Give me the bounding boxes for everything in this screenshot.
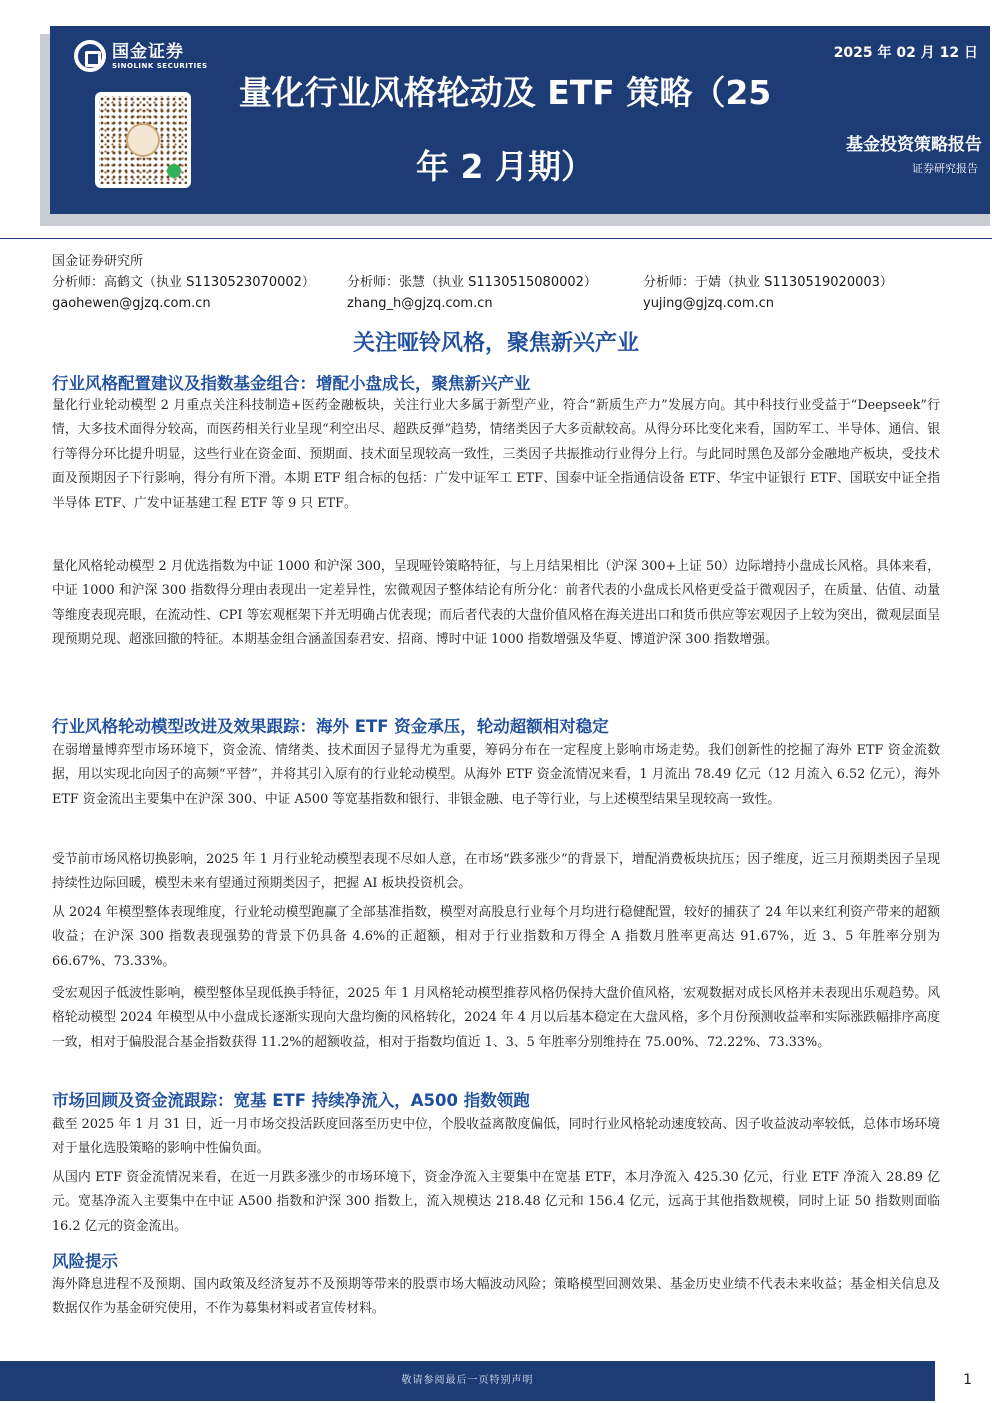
- paragraph: 量化行业轮动模型 2 月重点关注科技制造+医药金融板块，关注行业大多属于新型产业，符合“新质生产力”发展方向。其中科技行业受益于“Deepseek”行情，大多技术面得分较高，而医药相关行业呈现“利空出尽、超跌反弹”趋势，情绪类因子大多贡献较高。从得分环比变化来看，国防军工、半导体、通信、银行等得分环比提升明显，这些行业在资金面、预期面、技术面呈现较高一致性，三类因子共振推动行业得分上行。与此同时黑色及部分金融地产板块，受技术面及预期因子下行影响，得分有所下滑。本期 ETF 组合标的包括：广发中证军工 ETF、国泰中证全指通信设备 ETF、华宝中证银行 ETF、国联安中证全指半导体 ETF、广发中证基建工程 ETF 等 9 只 ETF。: [52, 398, 940, 511]
- analyst-name: 分析师：高鹤文（执业 S1130523070002）: [52, 275, 315, 290]
- institution: 国金证券研究所: [52, 254, 144, 269]
- wechat-icon: [167, 164, 181, 178]
- paragraph: 受节前市场风格切换影响，2025 年 1 月行业轮动模型表现不尽如人意，在市场“跌多涨少”的背景下，增配消费板块抗压；因子维度，近三月预期类因子呈现持续性边际回暖，模型未来有望通过预期类因子，把握 AI 板块投资机会。: [52, 852, 940, 892]
- paragraph: 受宏观因子低波性影响，模型整体呈现低换手特征，2025 年 1 月风格轮动模型推荐风格仍保持大盘价值风格，宏观数据对成长风格并未表现出乐观趋势。风格轮动模型 2024 年模型从中小盘成长逐渐实现向大盘均衡的风格转化，2024 年 4 月以后基本稳定在大盘风格，多个月份预测收益率和实际涨跌幅排序高度一致，相对于偏股混合基金指数获得 11.2%的超额收益，相对于指数均值近 1、3、5 年胜率分别维持在 75.00%、72.22%、73.33%。: [52, 986, 940, 1050]
- qr-code: [95, 92, 191, 188]
- section-heading: 市场回顾及资金流跟踪：宽基 ETF 持续净流入，A500 指数领跑: [52, 1091, 530, 1110]
- logo-cn: 国金证券: [112, 41, 184, 62]
- analyst-2: [347, 272, 597, 314]
- header-divider: [0, 238, 992, 239]
- paragraph: 海外降息进程不及预期、国内政策及经济复苏不及预期等带来的股票市场大幅波动风险；策略模型回测效果、基金历史业绩不代表未来收益；基金相关信息及数据仅作为基金研究使用，不作为募集材料或者宣传材料。: [52, 1277, 940, 1317]
- paragraph: 量化风格轮动模型 2 月优选指数为中证 1000 和沪深 300，呈现哑铃策略特征，与上月结果相比（沪深 300+上证 50）边际增持小盘成长风格。具体来看，中证 1000 和沪深 300 指数得分理由表现出一定差异性，宏微观因子整体结论有所分化：前者代表的小盘成长风格更受益于微观因子，在质量、估值、动量等维度表现亮眼，在流动性、CPI 等宏观框架下并无明确占优表现；而后者代表的大盘价值风格在海关进出口和货币供应等宏观因子上较为突出，微观层面呈现预期兑现、超涨回撤的特征。本期基金组合涵盖国泰君安、招商、博时中证 1000 指数增强及华夏、博道沪深 300 指数增强。: [52, 559, 940, 648]
- company-logo: [74, 40, 208, 72]
- main-heading: 关注哑铃风格，聚焦新兴产业: [352, 331, 639, 356]
- report-type: 基金投资策略报告: [846, 135, 982, 155]
- analyst-name: 分析师：张慧（执业 S1130515080002）: [347, 275, 597, 290]
- report-subtype: 证券研究报告: [912, 162, 978, 175]
- logo-en: SINOLINK SECURITIES: [112, 61, 208, 70]
- section-heading: 行业风格配置建议及指数基金组合：增配小盘成长，聚焦新兴产业: [52, 374, 531, 393]
- page-number: 1: [963, 1372, 972, 1388]
- analyst-name: 分析师：于婧（执业 S1130519020003）: [643, 275, 893, 290]
- paragraph: 截至 2025 年 1 月 31 日，近一月市场交投活跃度回落至历史中位，个股收益离散度偏低，同时行业风格轮动速度较高、因子收益波动率较低，总体市场环境对于量化选股策略的影响中性偏负面。: [52, 1117, 940, 1157]
- analyst-email[interactable]: gaohewen@gjzq.com.cn: [52, 296, 211, 311]
- qr-logo-icon: [126, 123, 160, 157]
- analyst-1: [52, 272, 315, 314]
- footer-disclaimer: 敬请参阅最后一页特别声明: [0, 1361, 935, 1401]
- report-date: 2025 年 02 月 12 日: [833, 45, 978, 61]
- analyst-email[interactable]: yujing@gjzq.com.cn: [643, 296, 775, 311]
- paragraph: 从 2024 年模型整体表现维度，行业轮动模型跑赢了全部基准指数，模型对高股息行业每个月均进行稳健配置，较好的捕获了 24 年以来红利资产带来的超额收益；在沪深 300 指数表现强势的背景下仍具备 4.6%的正超额，相对于行业指数和万得全 A 指数月胜率更高达 91.67%，近 3、5 年胜率分别为 66.67%、73.33%。: [52, 905, 940, 969]
- analyst-email[interactable]: zhang_h@gjzq.com.cn: [347, 296, 493, 311]
- analyst-3: [643, 272, 893, 314]
- section-heading: 行业风格轮动模型改进及效果跟踪：海外 ETF 资金承压，轮动超额相对稳定: [52, 717, 609, 736]
- paragraph: 在弱增量博弈型市场环境下，资金流、情绪类、技术面因子显得尤为重要，筹码分布在一定程度上影响市场走势。我们创新性的挖掘了海外 ETF 资金流数据，用以实现北向因子的高频“平替”，并将其引入原有的行业轮动模型。从海外 ETF 资金流情况来看，1 月流出 78.49 亿元（12 月流入 6.52 亿元），海外 ETF 资金流出主要集中在沪深 300、中证 A500 等宽基指数和银行、非银金融、电子等行业，与上述模型结果呈现较高一致性。: [52, 743, 940, 807]
- section-heading: 风险提示: [52, 1252, 118, 1271]
- paragraph: 从国内 ETF 资金流情况来看，在近一月跌多涨少的市场环境下，资金净流入主要集中在宽基 ETF，本月净流入 425.30 亿元，行业 ETF 净流入 28.89 亿元。宽基净流入主要集中在中证 A500 指数和沪深 300 指数上，流入规模达 218.48 亿元和 156.4 亿元，远高于其他指数规模，同时上证 50 指数则面临 16.2 亿元的资金流出。: [52, 1170, 940, 1234]
- logo-mark-icon: [74, 40, 106, 72]
- document-title: 量化行业风格轮动及 ETF 策略（25 年 2 月期）: [238, 73, 772, 186]
